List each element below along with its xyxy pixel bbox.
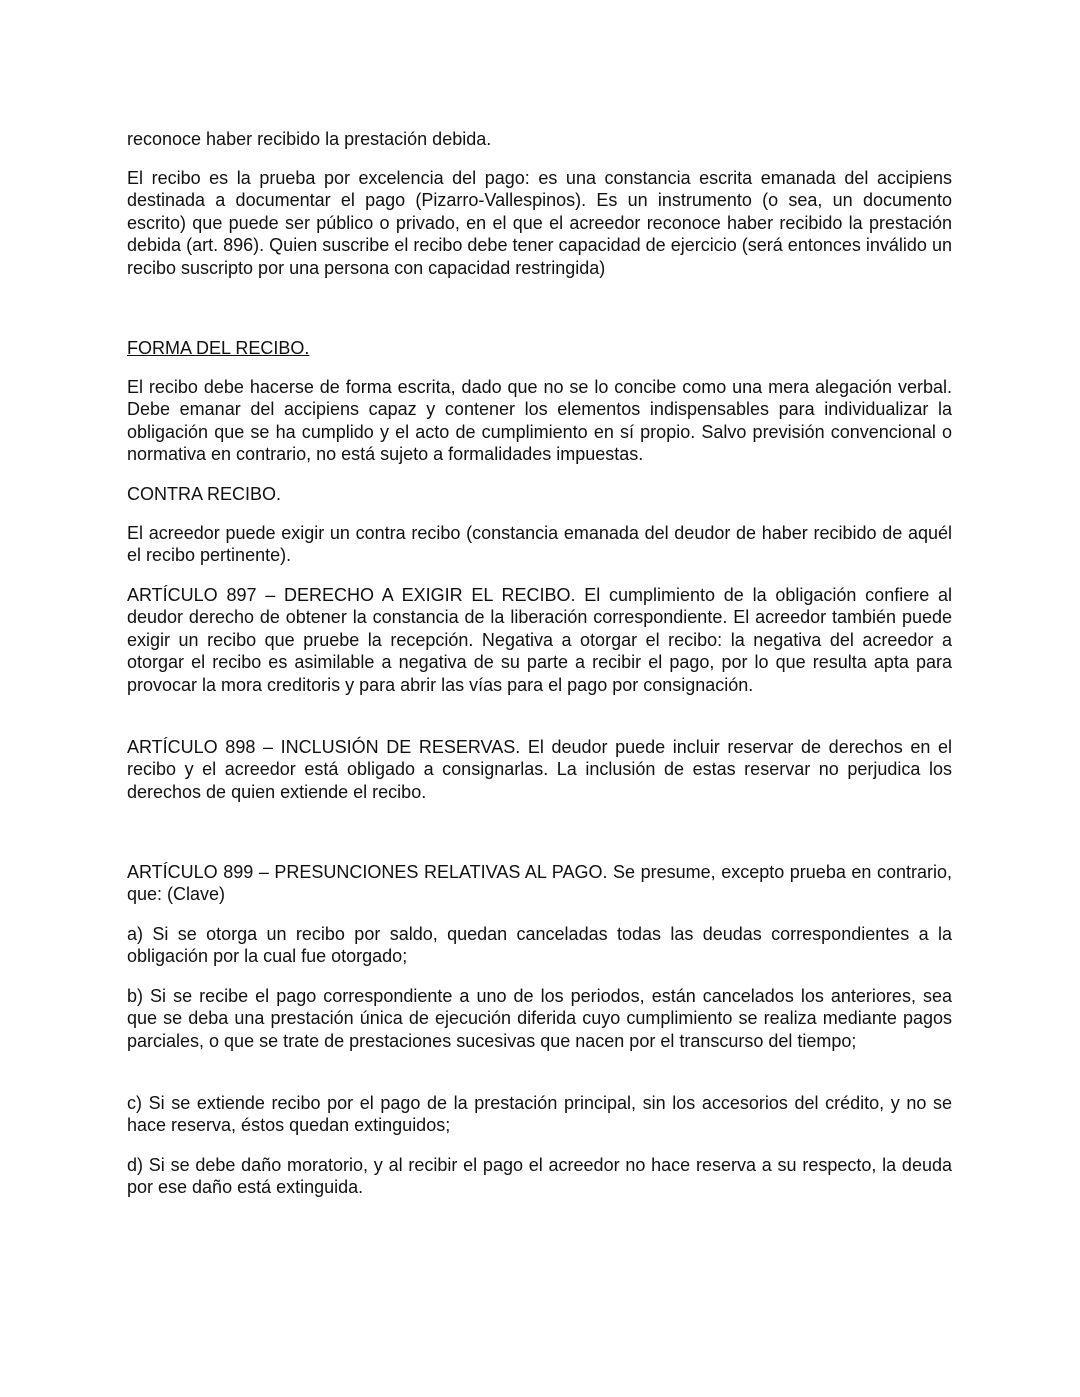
heading-forma-del-recibo: FORMA DEL RECIBO. <box>127 338 310 358</box>
list-item-b: b) Si se recibe el pago correspondiente a uno de los periodos, están cancelados los anteriores, sea que se deba una prestación única de ejecución diferida cuyo cumplimiento se realiza mediante pagos parciales, o que se trate de prestaciones sucesivas que nacen por el transcurso del tiempo; <box>127 986 952 1051</box>
list-item-a: a) Si se otorga un recibo por saldo, quedan canceladas todas las deudas correspondientes a la obligación por la cual fue otorgado; <box>127 924 952 967</box>
paragraph-continuation: reconoce haber recibido la prestación debida. <box>127 129 492 149</box>
paragraph-articulo-899: ARTÍCULO 899 – PRESUNCIONES RELATIVAS AL PAGO. Se presume, excepto prueba en contrario, que: (Clave) <box>127 862 952 905</box>
paragraph-articulo-898: ARTÍCULO 898 – INCLUSIÓN DE RESERVAS. El deudor puede incluir reservar de derechos en el recibo y el acreedor está obligado a consignarlas. La inclusión de estas reservar no perjudica los derechos de quien extiende el recibo. <box>127 737 952 802</box>
heading-contra-recibo: CONTRA RECIBO. <box>127 484 282 504</box>
list-item-c: c) Si se extiende recibo por el pago de la prestación principal, sin los accesorios del crédito, y no se hace reserva, éstos quedan extinguidos; <box>127 1093 952 1136</box>
paragraph-contra-recibo: El acreedor puede exigir un contra recibo (constancia emanada del deudor de haber recibido de aquél el recibo pertinente). <box>127 523 952 566</box>
paragraph-articulo-897: ARTÍCULO 897 – DERECHO A EXIGIR EL RECIBO. El cumplimiento de la obligación confiere al deudor derecho de obtener la constancia de la liberación correspondiente. El acreedor también puede exigir un recibo que pruebe la recepción. Negativa a otorgar el recibo: la negativa del acreedor a otorgar el recibo es asimilable a negativa de su parte a recibir el pago, por lo que resulta apta para provocar la mora creditoris y para abrir las vías para el pago por consignación. <box>127 585 952 695</box>
paragraph-recibo-definicion: El recibo es la prueba por excelencia del pago: es una constancia escrita emanada del accipiens destinada a documentar el pago (Pizarro-Vallespinos). Es un instrumento (o sea, un documento escrito) que puede ser público o privado, en el que el acreedor reconoce haber recibido la prestación debida (art. 896). Quien suscribe el recibo debe tener capacidad de ejercicio (será entonces inválido un recibo suscripto por una persona con capacidad restringida) <box>127 168 952 278</box>
list-item-d: d) Si se debe daño moratorio, y al recibir el pago el acreedor no hace reserva a su respecto, la deuda por ese daño está extinguida. <box>127 1155 952 1198</box>
paragraph-forma: El recibo debe hacerse de forma escrita, dado que no se lo concibe como una mera alegación verbal. Debe emanar del accipiens capaz y contener los elementos indispensables para individualizar la obligación que se ha cumplido y el acto de cumplimiento en sí propio. Salvo previsión convencional o normativa en contrario, no está sujeto a formalidades impuestas. <box>127 377 952 465</box>
